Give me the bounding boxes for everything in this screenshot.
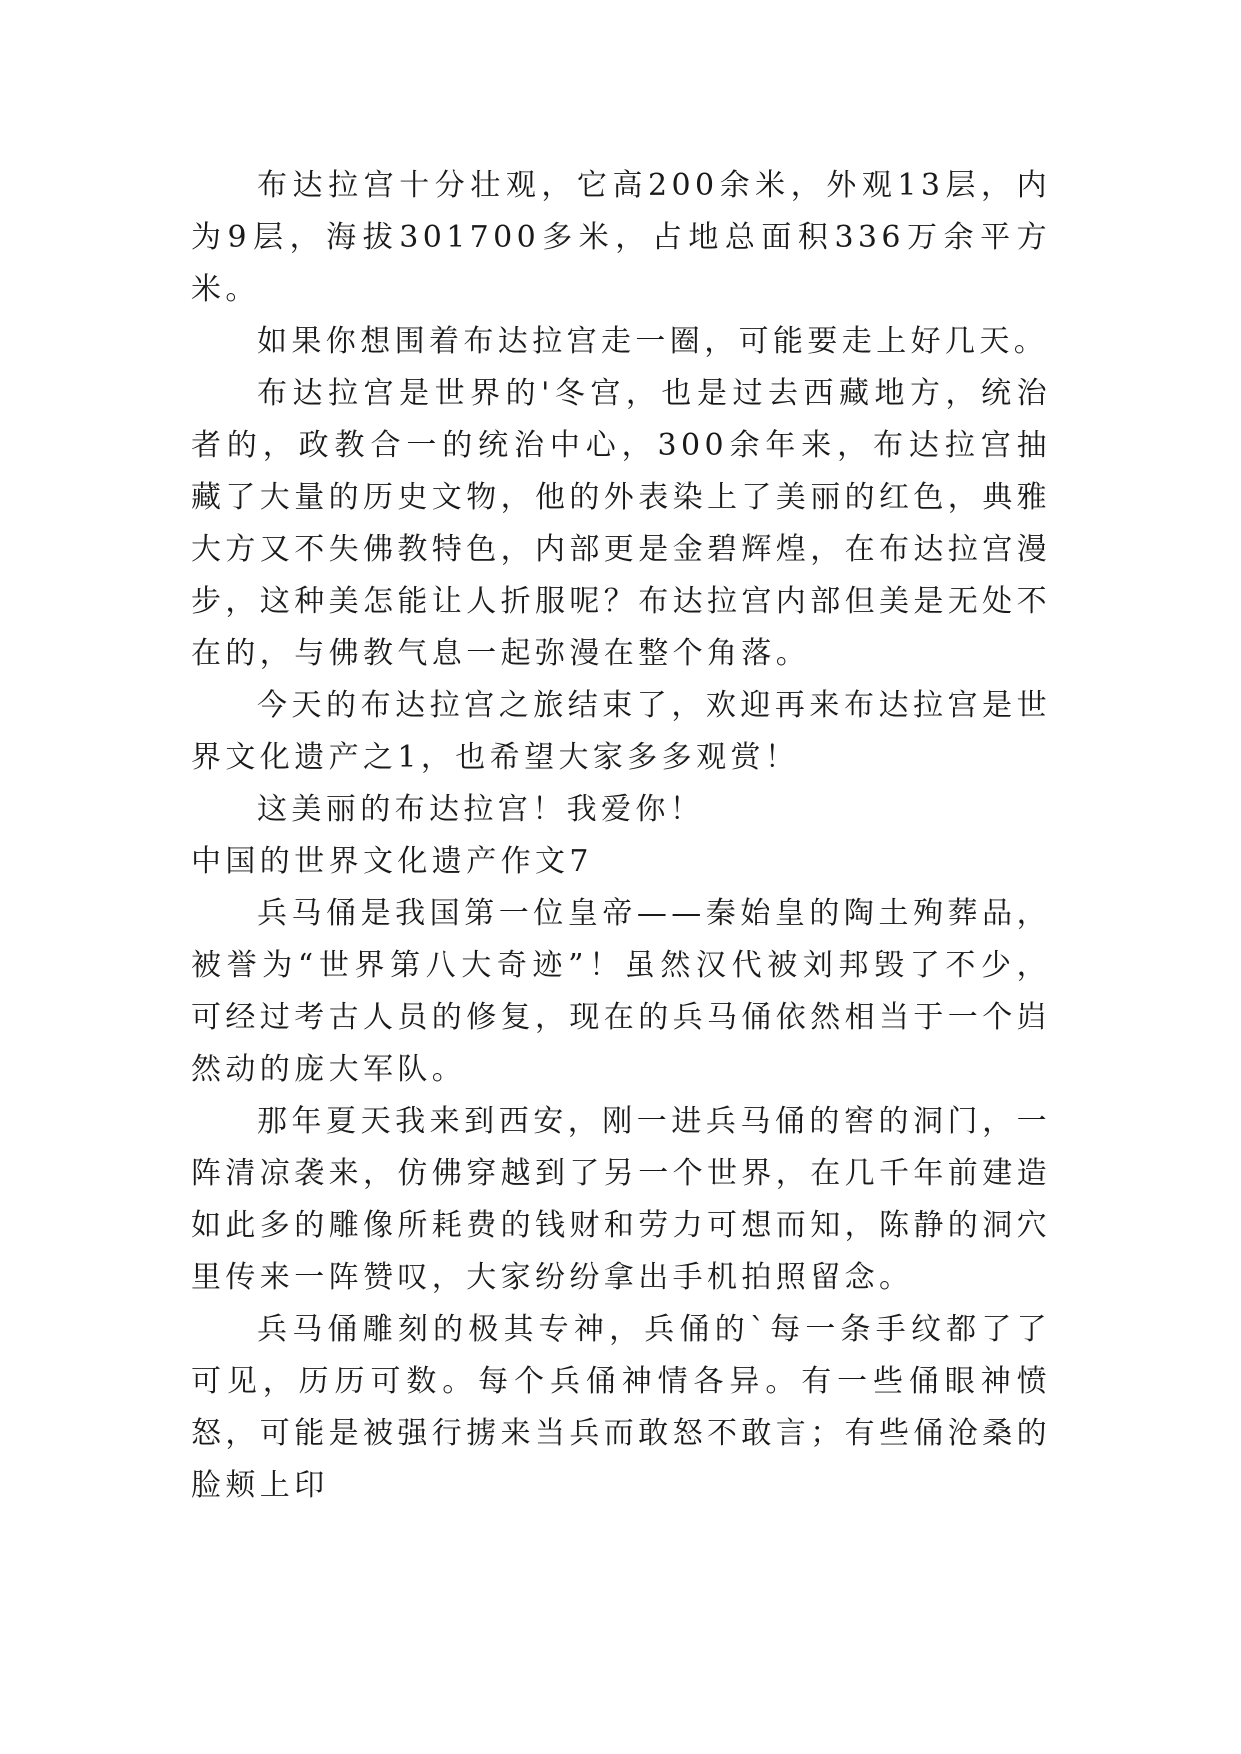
paragraph: 布达拉宫是世界的'冬宫，也是过去西藏地方，统治者的，政教合一的统治中心，300余年来，布达拉宫抽藏了大量的历史文物，他的外表染上了美丽的红色，典雅大方又不失佛教特色，内部更是金碧辉煌，在布达拉宫漫步，这种美怎能让人折服呢？布达拉宫内部但美是无处不在的，与佛教气息一起弥漫在整个角落。 [191,376,1051,671]
document-body [191,160,1051,1512]
section-heading: 中国的世界文化遗产作文7 [191,844,593,879]
paragraph: 布达拉宫十分壮观，它高200余米，外观13层，内为9层，海拔301700多米，占地总面积336万余平方米。 [191,168,1051,307]
paragraph: 今天的布达拉宫之旅结束了，欢迎再来布达拉宫是世界文化遗产之1，也希望大家多多观赏！ [191,688,1051,775]
paragraph: 这美丽的布达拉宫！我爱你！ [257,792,705,827]
paragraph: 如果你想围着布达拉宫走一圈，可能要走上好几天。 [257,324,1049,359]
paragraph: 那年夏天我来到西安，刚一进兵马俑的窖的洞门，一阵清凉袭来，仿佛穿越到了另一个世界，在几千年前建造如此多的雕像所耗费的钱财和劳力可想而知，陈静的洞穴里传来一阵赞叹，大家纷纷拿出手机拍照留念。 [191,1104,1051,1295]
paragraph: 兵马俑是我国第一位皇帝——秦始皇的陶土殉葬品，被誉为“世界第八大奇迹”！虽然汉代被刘邦毁了不少，可经过考古人员的修复，现在的兵马俑依然相当于一个岿然动的庞大军队。 [191,896,1051,1087]
paragraph: 兵马俑雕刻的极其专神，兵俑的`每一条手纹都了了可见，历历可数。每个兵俑神情各异。有一些俑眼神愤怒，可能是被强行掳来当兵而敢怒不敢言；有些俑沧桑的脸颊上印 [191,1312,1051,1503]
